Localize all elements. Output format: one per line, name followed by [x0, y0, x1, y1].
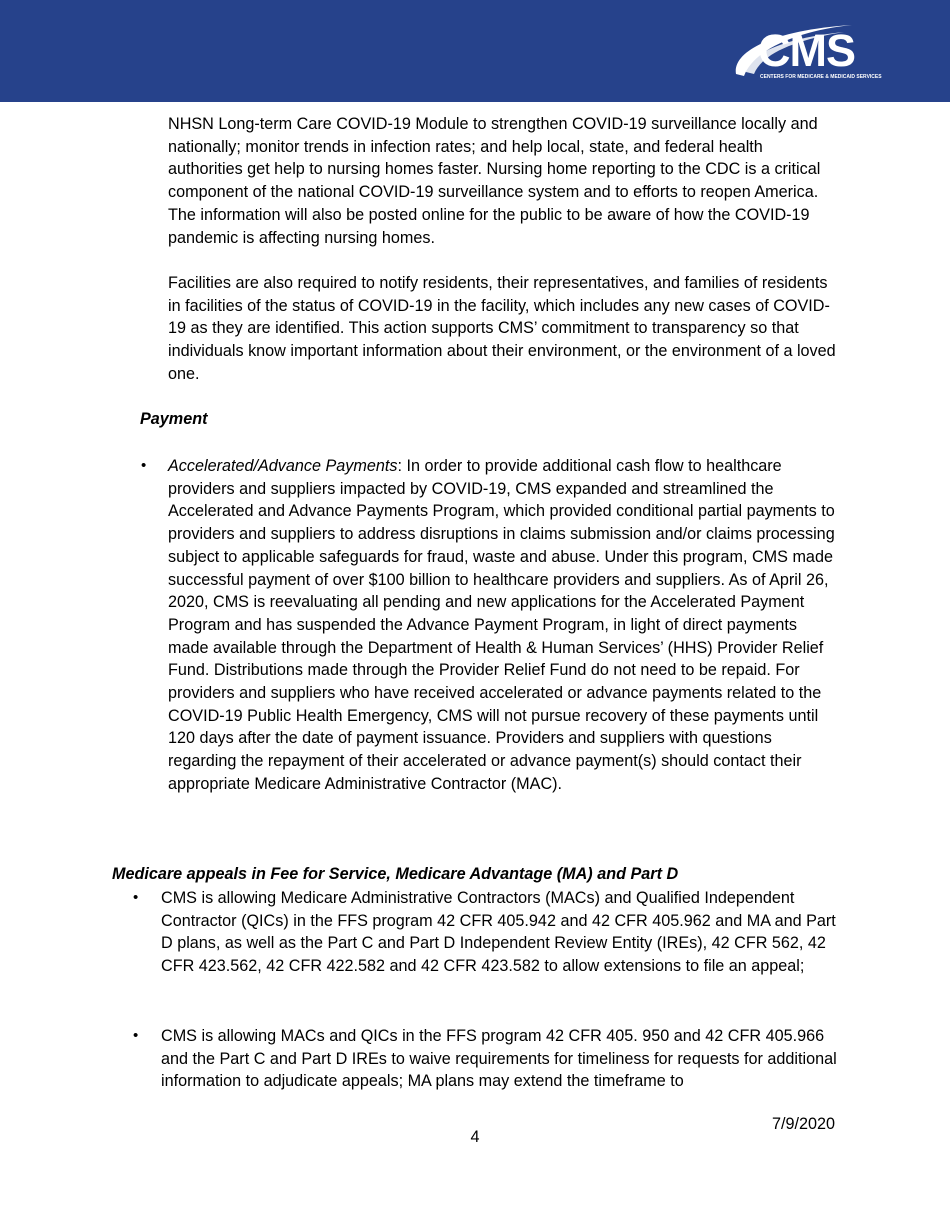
bullet-icon: •: [141, 457, 147, 474]
payment-bullet-body: : In order to provide additional cash flow to healthcare providers and suppliers impacted by COVID-19, CMS expanded and streamlined the Accelerated and Advance Payments Program, which provided conditional partial payments to providers and suppliers to address disruptions in claims submission and/or claims processing subject to applicable safeguards for fraud, waste and abuse. Under this program, CMS made successful payment of over $100 billion to healthcare providers and suppliers. As of April 26, 2020, CMS is reevaluating all pending and new applications for the Accelerated Payment Program and has suspended the Advance Payment Program, in light of direct payments made available through the Department of Health & Human Services’ (HHS) Provider Relief Fund. Distributions made through the Provider Relief Fund do not need to be repaid. For providers and suppliers who have received accelerated or advance payments related to the COVID-19 Public Health Emergency, CMS will not pursue recovery of these payments until 120 days after the date of payment issuance. Providers and suppliers with questions regarding the repayment of their accelerated or advance payment(s) should contact their appropriate Medicare Administrative Contractor (MAC).: [168, 457, 835, 793]
bullet-icon: •: [133, 1027, 139, 1044]
appeals-bullet-2: CMS is allowing MACs and QICs in the FFS program 42 CFR 405. 950 and 42 CFR 405.966 and the Part C and Part D IREs to waive requirements for timeliness for requests for additional information to adjudicate appeals; MA plans may extend the timeframe to: [161, 1027, 837, 1091]
footer-date: 7/9/2020: [772, 1115, 836, 1133]
logo-subtitle: CENTERS FOR MEDICARE & MEDICAID SERVICES: [760, 74, 882, 80]
payment-heading: Payment: [140, 410, 208, 428]
page-number: 4: [470, 1128, 480, 1146]
header-banner: [0, 0, 950, 102]
payment-bullet-title: Accelerated/Advance Payments: [168, 457, 398, 475]
bullet-icon: •: [133, 889, 139, 906]
cms-logo: [732, 22, 902, 84]
appeals-heading: Medicare appeals in Fee for Service, Medicare Advantage (MA) and Part D: [112, 865, 679, 883]
payment-bullet-text: [168, 455, 840, 796]
intro-paragraph-1: NHSN Long-term Care COVID-19 Module to strengthen COVID-19 surveillance locally and nationally; monitor trends in infection rates; and help local, state, and federal health authorities get help to nursing homes faster. Nursing home reporting to the CDC is a critical component of the national COVID-19 surveillance system and to efforts to reopen America. The information will also be posted online for the public to be aware of how the COVID-19 pandemic is affecting nursing homes.: [168, 115, 821, 247]
intro-paragraph-2: Facilities are also required to notify residents, their representatives, and families of residents in facilities of the status of COVID-19 in the facility, which includes any new cases of COVID-19 as they are identified. This action supports CMS’ commitment to transparency so that individuals know important information about their environment, or the environment of a loved one.: [168, 274, 836, 383]
logo-text: CMS: [758, 25, 855, 76]
appeals-bullet-1: CMS is allowing Medicare Administrative Contractors (MACs) and Qualified Independent Contractor (QICs) in the FFS program 42 CFR 405.942 and 42 CFR 405.962 and MA and Part D plans, as well as the Part C and Part D Independent Review Entity (IREs), 42 CFR 562, 42 CFR 423.562, 42 CFR 422.582 and 42 CFR 423.582 to allow extensions to file an appeal;: [161, 889, 836, 976]
